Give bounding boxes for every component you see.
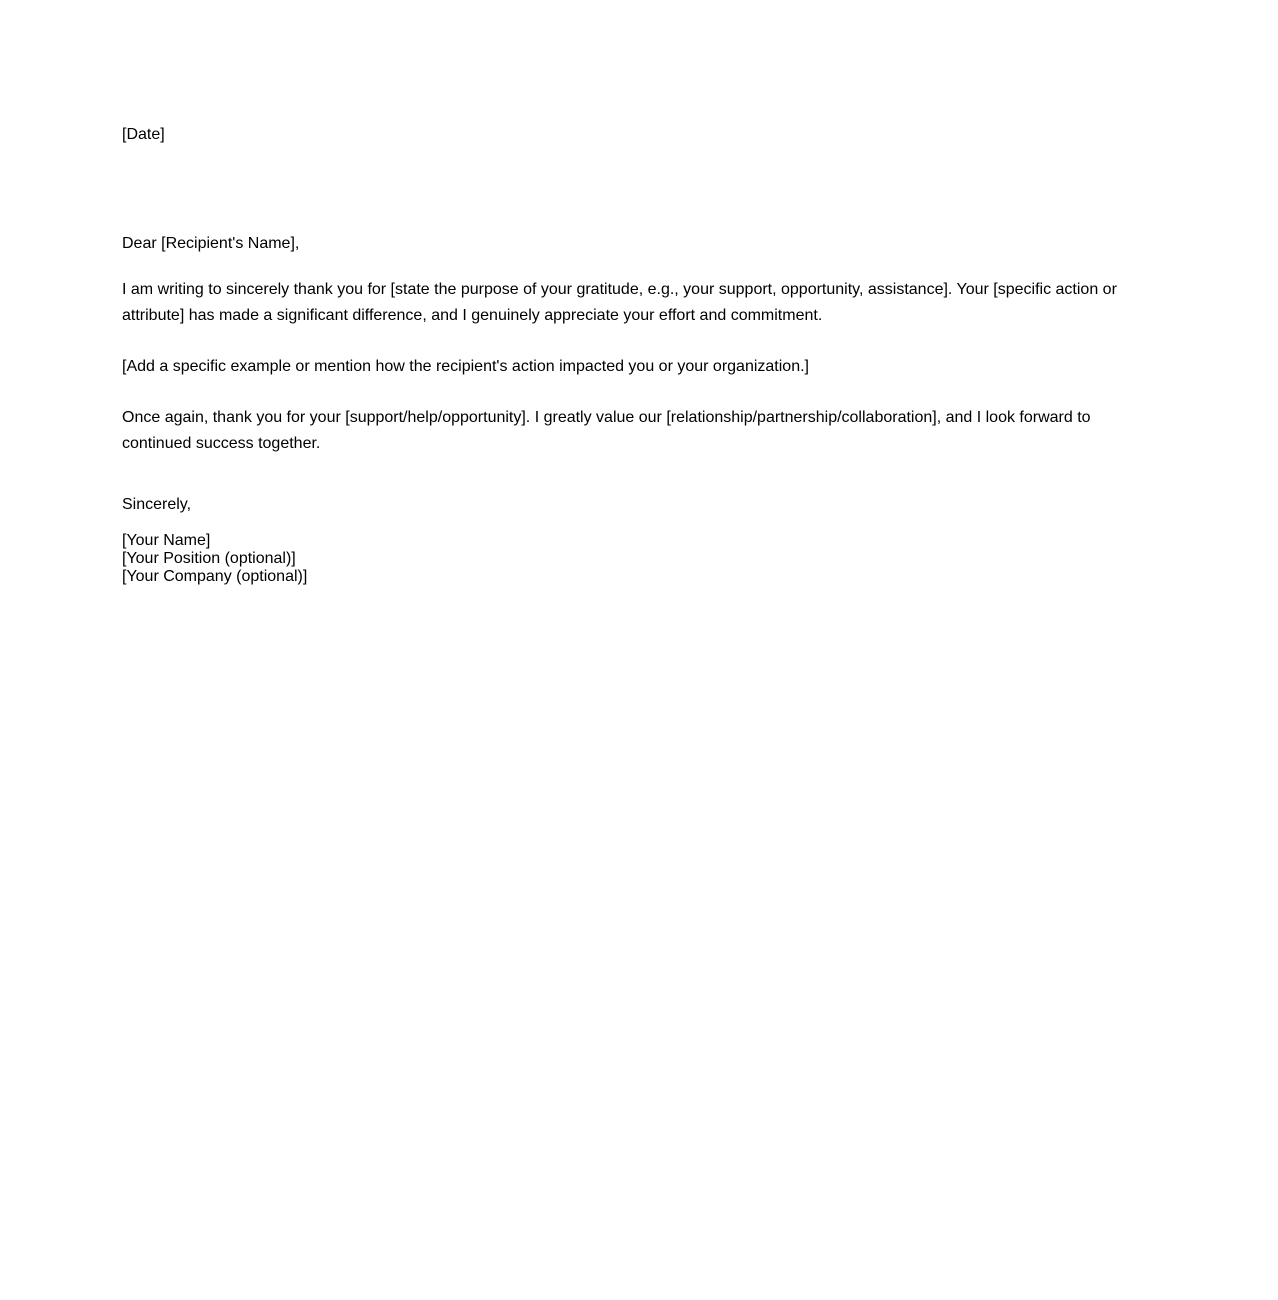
salutation: Dear [Recipient's Name],: [122, 235, 300, 252]
signature-name: [Your Name]: [122, 532, 211, 549]
signature-block: [122, 532, 1132, 586]
closing: Sincerely,: [122, 496, 192, 513]
date: [Date]: [122, 126, 165, 143]
paragraph-3: Once again, thank you for your [support/help/opportunity]. I greatly value our [relationship/partnership/collaboration], and I look forward to continued success together.: [122, 409, 1091, 452]
signature-company: [Your Company (optional)]: [122, 568, 308, 585]
paragraph-2: [Add a specific example or mention how the recipient's action impacted you or your organization.]: [122, 358, 809, 375]
paragraph-1: I am writing to sincerely thank you for [state the purpose of your gratitude, e.g., your support, opportunity, assistance]. Your [specific action or attribute] has made a significant difference, and I genuinely appreciate your effort and commitment.: [122, 281, 1117, 324]
signature-position: [Your Position (optional)]: [122, 550, 296, 567]
